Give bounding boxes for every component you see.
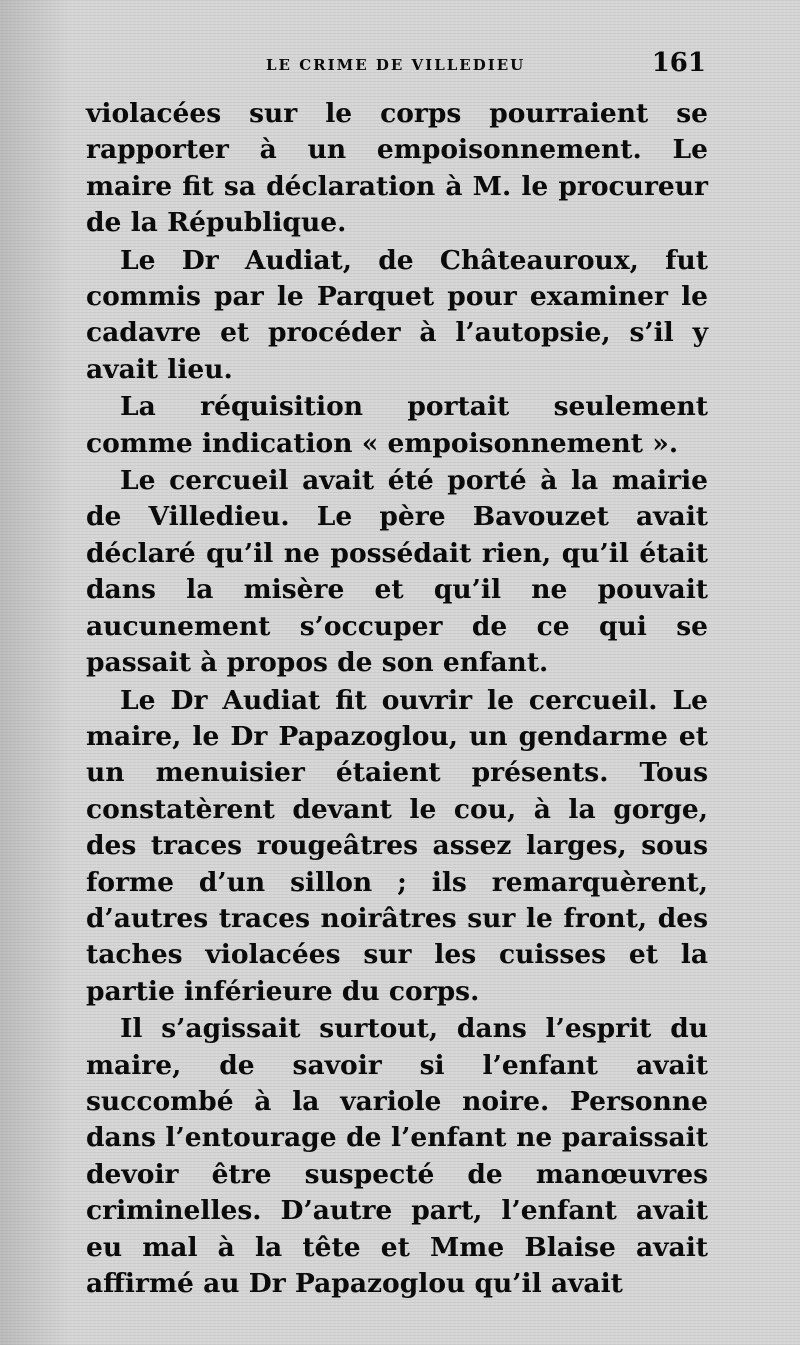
page-edge-shadow: [0, 0, 70, 1345]
paragraph-3: La réquisition portait seulement comme indication « empoisonnement ».: [86, 391, 708, 459]
body-text: [86, 96, 708, 1302]
paragraph-5: Le Dr Audiat fit ouvrir le cercueil. Le maire, le Dr Papazoglou, un gendarme et un menuisier étaient présents. Tous constatèrent devant le cou, à la gorge, des traces rougeâtres assez larges, sous forme d’un sillon ; ils remarquèrent, d’autres traces noirâtres sur le front, des taches violacées sur les cuisses et la partie inférieure du corps.: [86, 684, 708, 1007]
paragraph-2: Le Dr Audiat, de Châteauroux, fut commis par le Parquet pour examiner le cadavre et procéder à l’autopsie, s’il y avait lieu.: [86, 244, 708, 385]
running-title: LE CRIME DE VILLEDIEU: [266, 56, 526, 74]
page-number: 161: [651, 48, 706, 78]
paragraph-4: Le cercueil avait été porté à la mairie de Villedieu. Le père Bavouzet avait déclaré qu’il ne possédait rien, qu’il était dans la misère et qu’il ne pouvait aucunement s’occuper de ce qui se passait à propos de son enfant.: [86, 465, 708, 679]
running-head: [88, 48, 708, 84]
paragraph-6: Il s’agissait surtout, dans l’esprit du maire, de savoir si l’enfant avait succombé à la variole noire. Personne dans l’entourage de l’enfant ne paraissait devoir être suspecté de manœuvres criminelles. D’autre part, l’enfant avait eu mal à la tête et Mme Blaise avait affirmé au Dr Papazoglou qu’il avait: [86, 1013, 708, 1299]
paragraph-1: violacées sur le corps pourraient se rapporter à un empoisonnement. Le maire fit sa déclaration à M. le procureur de la République.: [86, 98, 708, 239]
